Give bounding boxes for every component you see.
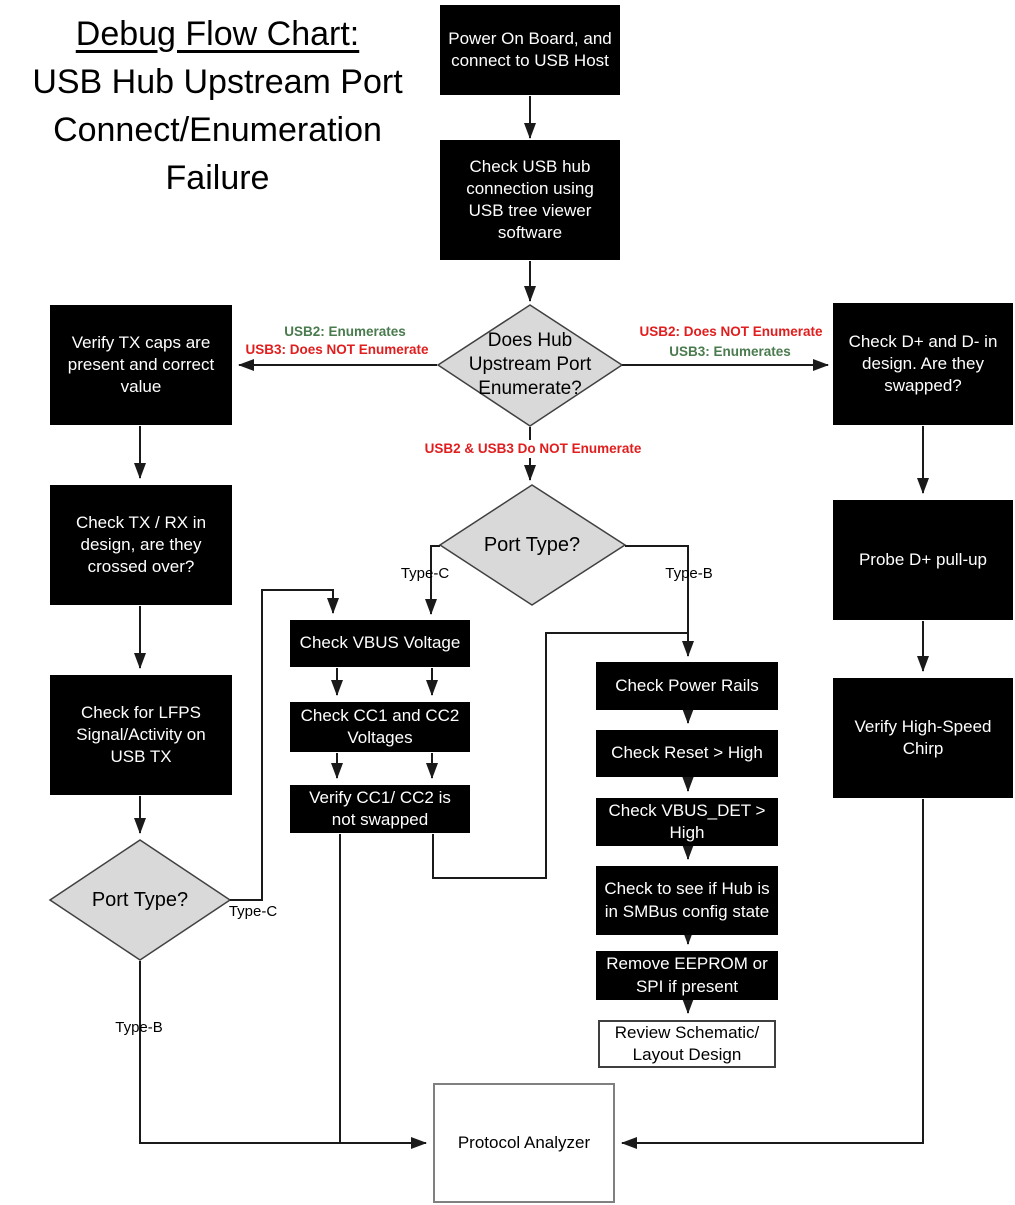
title-line-4: Failure	[165, 159, 270, 197]
title-line-1: Debug Flow Chart:	[75, 15, 360, 53]
title-line-3: Connect/Enumeration	[53, 111, 382, 149]
decision-hub-enumerate-label: Does Hub Upstream Port Enumerate?	[468, 330, 592, 399]
label-both-do-not-enumerate: USB2 & USB3 Do NOT Enumerate	[420, 440, 646, 458]
decision-port-type-left-label: Port Type?	[91, 888, 189, 911]
node-check-d-lines: Check D+ and D- in design. Are they swapped?	[833, 303, 1013, 425]
node-verify-chirp: Verify High-Speed Chirp	[833, 678, 1013, 798]
node-check-cc-voltages: Check CC1 and CC2 Voltages	[290, 702, 470, 752]
node-probe-d-pullup: Probe D+ pull-up	[833, 500, 1013, 620]
label-usb3-does-not-enumerate: USB3: Does NOT Enumerate	[245, 342, 429, 357]
page-title	[15, 10, 420, 202]
edge-port-type-left-type-b-to-analyzer	[140, 961, 426, 1143]
node-check-reset: Check Reset > High	[596, 730, 778, 777]
node-power-on: Power On Board, and connect to USB Host	[440, 5, 620, 95]
label-usb2-enumerates: USB2: Enumerates	[284, 324, 406, 339]
node-review-schematic: Review Schematic/ Layout Design	[598, 1020, 776, 1068]
node-check-power-rails: Check Power Rails	[596, 662, 778, 710]
label-usb2-does-not-enumerate: USB2: Does NOT Enumerate	[639, 324, 823, 339]
node-check-vbus-det: Check VBUS_DET > High	[596, 798, 778, 846]
label-type-c-center: Type-C	[400, 565, 450, 582]
node-protocol-analyzer: Protocol Analyzer	[433, 1083, 615, 1203]
label-type-b-left: Type-B	[115, 1019, 163, 1036]
node-verify-tx-caps: Verify TX caps are present and correct value	[50, 305, 232, 425]
node-check-tx-rx: Check TX / RX in design, are they crossed over?	[50, 485, 232, 605]
decision-port-type-center-label: Port Type?	[483, 533, 581, 556]
label-usb3-enumerates: USB3: Enumerates	[669, 344, 791, 359]
node-verify-cc-not-swapped: Verify CC1/ CC2 is not swapped	[290, 785, 470, 833]
node-check-vbus-voltage: Check VBUS Voltage	[290, 620, 470, 667]
edge-port-type-type-b	[625, 546, 688, 656]
node-check-smbus: Check to see if Hub is in SMBus config state	[596, 866, 778, 935]
title-line-2: USB Hub Upstream Port	[32, 63, 403, 101]
node-check-hub-connection: Check USB hub connection using USB tree viewer software	[440, 140, 620, 260]
label-type-c-left: Type-C	[228, 903, 278, 920]
node-remove-eeprom: Remove EEPROM or SPI if present	[596, 951, 778, 1000]
label-type-b-center: Type-B	[665, 565, 713, 582]
node-check-lfps: Check for LFPS Signal/Activity on USB TX	[50, 675, 232, 795]
